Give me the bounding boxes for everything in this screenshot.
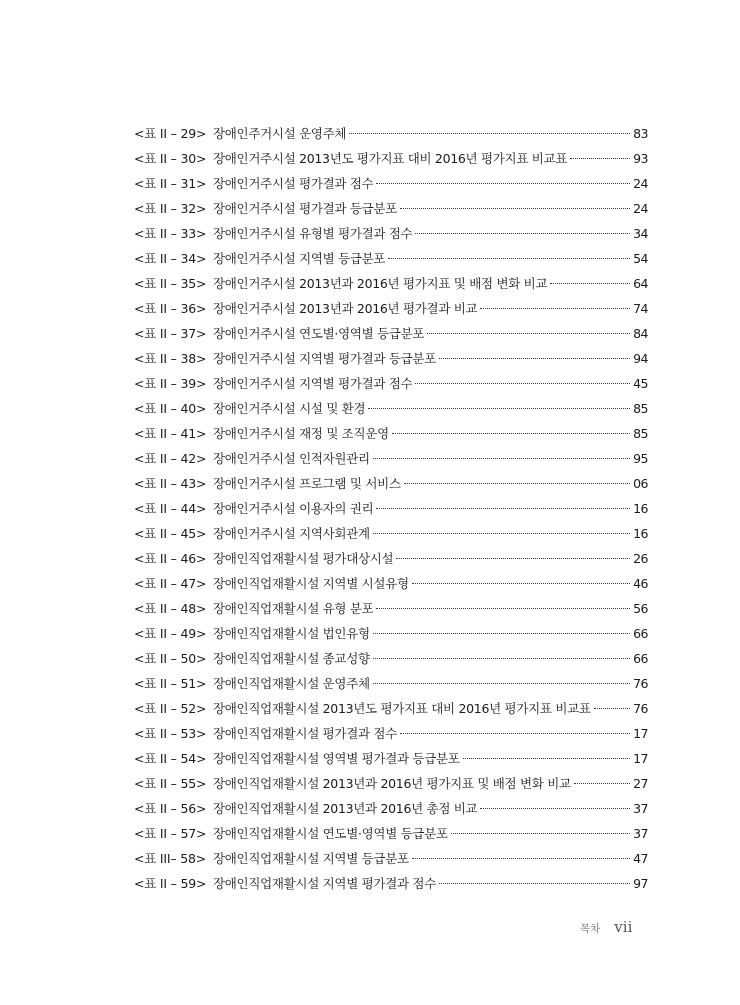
toc-entry[interactable]	[134, 846, 648, 871]
toc-entry-title: 장애인직업재활시설 유형 분포	[213, 601, 374, 616]
toc-entry-label: <표 II – 41>	[134, 426, 207, 441]
toc-dot-leader	[451, 833, 630, 834]
toc-dot-leader	[463, 758, 630, 759]
toc-entry-page-number: 56	[633, 601, 648, 616]
toc-entry-label: <표 II – 30>	[134, 151, 207, 166]
toc-entry-page-number: 83	[633, 126, 648, 141]
toc-dot-leader	[427, 333, 630, 334]
toc-entry-title: 장애인직업재활시설 2013년과 2016년 총점 비교	[213, 801, 478, 816]
toc-entry-page-number: 24	[633, 176, 648, 191]
toc-entry-title: 장애인주거시설 운영주체	[213, 126, 347, 141]
toc-entry-page-number: 06	[633, 476, 648, 491]
toc-entry-label: <표 III– 58>	[134, 851, 206, 866]
toc-entry[interactable]	[134, 821, 648, 846]
toc-entry-page-number: 84	[633, 326, 648, 341]
toc-dot-leader	[570, 158, 630, 159]
toc-entry-title: 장애인직업재활시설 영역별 평가결과 등급분포	[213, 751, 460, 766]
toc-entry-title: 장애인직업재활시설 평가대상시설	[213, 551, 394, 566]
toc-entry[interactable]	[134, 121, 648, 146]
toc-entry-label: <표 II – 42>	[134, 451, 207, 466]
toc-entry-label: <표 II – 59>	[134, 876, 207, 891]
toc-entry-title: 장애인거주시설 시설 및 환경	[213, 401, 366, 416]
toc-entry-page-number: 97	[633, 876, 648, 891]
toc-entry-label: <표 II – 45>	[134, 526, 207, 541]
toc-dot-leader	[388, 258, 630, 259]
toc-dot-leader	[480, 808, 630, 809]
toc-dot-leader	[480, 308, 630, 309]
toc-entry[interactable]	[134, 871, 648, 896]
toc-entry-page-number: 46	[633, 576, 648, 591]
toc-entry[interactable]	[134, 346, 648, 371]
toc-entry-title: 장애인거주시설 2013년과 2016년 평가결과 비교	[213, 301, 478, 316]
toc-entry-title: 장애인거주시설 인적자원관리	[213, 451, 370, 466]
toc-entry[interactable]	[134, 621, 648, 646]
toc-entry[interactable]	[134, 521, 648, 546]
toc-entry-label: <표 II – 43>	[134, 476, 207, 491]
toc-entry-page-number: 93	[633, 151, 648, 166]
toc-entry-label: <표 II – 38>	[134, 351, 207, 366]
toc-entry-label: <표 II – 47>	[134, 576, 207, 591]
toc-dot-leader	[439, 358, 630, 359]
toc-entry-page-number: 16	[633, 526, 648, 541]
toc-entry[interactable]	[134, 221, 648, 246]
toc-entry-page-number: 64	[633, 276, 648, 291]
toc-entry-label: <표 II – 34>	[134, 251, 207, 266]
toc-entry[interactable]	[134, 696, 648, 721]
toc-entry-label: <표 II – 49>	[134, 626, 207, 641]
toc-dot-leader	[373, 658, 630, 659]
toc-entry-title: 장애인거주시설 지역별 평가결과 점수	[213, 376, 413, 391]
toc-dot-leader	[373, 533, 630, 534]
toc-dot-leader	[376, 608, 630, 609]
toc-entry[interactable]	[134, 246, 648, 271]
toc-entry-page-number: 76	[633, 676, 648, 691]
toc-entry[interactable]	[134, 596, 648, 621]
toc-entry-page-number: 24	[633, 201, 648, 216]
toc-entry[interactable]	[134, 396, 648, 421]
toc-entry-page-number: 94	[633, 351, 648, 366]
toc-entry-page-number: 16	[633, 501, 648, 516]
toc-entry-label: <표 II – 44>	[134, 501, 207, 516]
toc-dot-leader	[368, 408, 630, 409]
toc-dot-leader	[412, 858, 630, 859]
toc-entry-title: 장애인거주시설 지역사회관계	[213, 526, 370, 541]
toc-entry-label: <표 II – 39>	[134, 376, 207, 391]
toc-entry-label: <표 II – 57>	[134, 826, 207, 841]
toc-entry-page-number: 66	[633, 651, 648, 666]
toc-entry[interactable]	[134, 721, 648, 746]
toc-entry-title: 장애인직업재활시설 평가결과 점수	[213, 726, 397, 741]
toc-entry-title: 장애인거주시설 2013년과 2016년 평가지표 및 배점 변화 비교	[213, 276, 548, 291]
toc-entry-page-number: 66	[633, 626, 648, 641]
toc-dot-leader	[392, 433, 630, 434]
toc-dot-leader	[376, 183, 630, 184]
toc-entry-page-number: 54	[633, 251, 648, 266]
page-footer	[580, 918, 632, 936]
toc-entry-title: 장애인거주시설 연도별·영역별 등급분포	[213, 326, 425, 341]
toc-entry-label: <표 II – 54>	[134, 751, 207, 766]
toc-dot-leader	[396, 558, 630, 559]
toc-entry-title: 장애인직업재활시설 2013년과 2016년 평가지표 및 배점 변화 비교	[213, 776, 571, 791]
toc-entry[interactable]	[134, 771, 648, 796]
footer-section-label: 목차	[580, 923, 601, 935]
toc-entry-title: 장애인거주시설 지역별 평가결과 등급분포	[213, 351, 436, 366]
toc-entry-title: 장애인직업재활시설 운영주체	[213, 676, 370, 691]
toc-entry-title: 장애인직업재활시설 연도별·영역별 등급분포	[213, 826, 448, 841]
toc-entry-label: <표 II – 40>	[134, 401, 207, 416]
toc-entry-label: <표 II – 46>	[134, 551, 207, 566]
toc-entry[interactable]	[134, 496, 648, 521]
toc-entry[interactable]	[134, 796, 648, 821]
toc-dot-leader	[376, 508, 630, 509]
toc-entry[interactable]	[134, 446, 648, 471]
toc-entry-page-number: 47	[633, 851, 648, 866]
toc-dot-leader	[412, 583, 630, 584]
toc-entry-title: 장애인직업재활시설 지역별 시설유형	[213, 576, 409, 591]
toc-entry[interactable]	[134, 471, 648, 496]
toc-entry-title: 장애인직업재활시설 지역별 등급분포	[213, 851, 409, 866]
toc-dot-leader	[594, 708, 630, 709]
toc-entry-title: 장애인직업재활시설 2013년도 평가지표 대비 2016년 평가지표 비교표	[213, 701, 591, 716]
toc-entry[interactable]	[134, 421, 648, 446]
toc-entry-label: <표 II – 53>	[134, 726, 207, 741]
toc-entry[interactable]	[134, 146, 648, 171]
toc-entry[interactable]	[134, 546, 648, 571]
toc-entry-page-number: 85	[633, 426, 648, 441]
toc-dot-leader	[439, 883, 630, 884]
toc-entry-page-number: 27	[633, 776, 648, 791]
toc-entry-label: <표 II – 32>	[134, 201, 207, 216]
toc-entry-title: 장애인거주시설 이용자의 권리	[213, 501, 374, 516]
toc-entry-title: 장애인거주시설 프로그램 및 서비스	[213, 476, 401, 491]
toc-entry-label: <표 II – 36>	[134, 301, 207, 316]
toc-dot-leader	[400, 733, 630, 734]
toc-entry-page-number: 74	[633, 301, 648, 316]
toc-dot-leader	[550, 283, 630, 284]
toc-entry-label: <표 II – 50>	[134, 651, 207, 666]
toc-entry-label: <표 II – 35>	[134, 276, 207, 291]
toc-entry[interactable]	[134, 196, 648, 221]
toc-entry[interactable]	[134, 671, 648, 696]
toc-entry-page-number: 37	[633, 826, 648, 841]
toc-dot-leader	[574, 783, 630, 784]
toc-entry[interactable]	[134, 571, 648, 596]
toc-entry-title: 장애인거주시설 2013년도 평가지표 대비 2016년 평가지표 비교표	[213, 151, 568, 166]
toc-entry-label: <표 II – 31>	[134, 176, 207, 191]
toc-entry-page-number: 45	[633, 376, 648, 391]
toc-entry-title: 장애인직업재활시설 종교성향	[213, 651, 370, 666]
toc-entry-title: 장애인거주시설 평가결과 등급분포	[213, 201, 397, 216]
footer-page-number: vii	[614, 918, 633, 936]
toc-entry-page-number: 34	[633, 226, 648, 241]
toc-entry[interactable]	[134, 271, 648, 296]
toc-entry-title: 장애인직업재활시설 법인유형	[213, 626, 370, 641]
toc-entry-label: <표 II – 29>	[134, 126, 207, 141]
toc-entry-title: 장애인거주시설 지역별 등급분포	[213, 251, 386, 266]
toc-entry-label: <표 II – 52>	[134, 701, 207, 716]
toc-dot-leader	[400, 208, 630, 209]
toc-entry[interactable]	[134, 171, 648, 196]
toc-entry-label: <표 II – 48>	[134, 601, 207, 616]
toc-dot-leader	[415, 383, 630, 384]
toc-dot-leader	[404, 483, 630, 484]
toc-entry[interactable]	[134, 296, 648, 321]
toc-entry-label: <표 II – 37>	[134, 326, 207, 341]
toc-entry-label: <표 II – 56>	[134, 801, 207, 816]
toc-entry[interactable]	[134, 746, 648, 771]
toc-dot-leader	[415, 233, 630, 234]
toc-entry-label: <표 II – 55>	[134, 776, 207, 791]
toc-entry[interactable]	[134, 371, 648, 396]
toc-entry-page-number: 76	[633, 701, 648, 716]
toc-dot-leader	[349, 133, 630, 134]
toc-dot-leader	[373, 683, 630, 684]
table-of-contents	[134, 121, 648, 896]
toc-entry[interactable]	[134, 646, 648, 671]
toc-entry-page-number: 85	[633, 401, 648, 416]
toc-entry-title: 장애인거주시설 유형별 평가결과 점수	[213, 226, 413, 241]
toc-entry-page-number: 26	[633, 551, 648, 566]
toc-entry-title: 장애인거주시설 평가결과 점수	[213, 176, 374, 191]
toc-entry-page-number: 95	[633, 451, 648, 466]
toc-entry-page-number: 17	[633, 726, 648, 741]
toc-dot-leader	[373, 458, 630, 459]
toc-entry-title: 장애인거주시설 재정 및 조직운영	[213, 426, 389, 441]
toc-entry-title: 장애인직업재활시설 지역별 평가결과 점수	[213, 876, 436, 891]
toc-entry-label: <표 II – 51>	[134, 676, 207, 691]
toc-entry-label: <표 II – 33>	[134, 226, 207, 241]
toc-dot-leader	[373, 633, 630, 634]
toc-entry[interactable]	[134, 321, 648, 346]
toc-entry-page-number: 17	[633, 751, 648, 766]
toc-entry-page-number: 37	[633, 801, 648, 816]
